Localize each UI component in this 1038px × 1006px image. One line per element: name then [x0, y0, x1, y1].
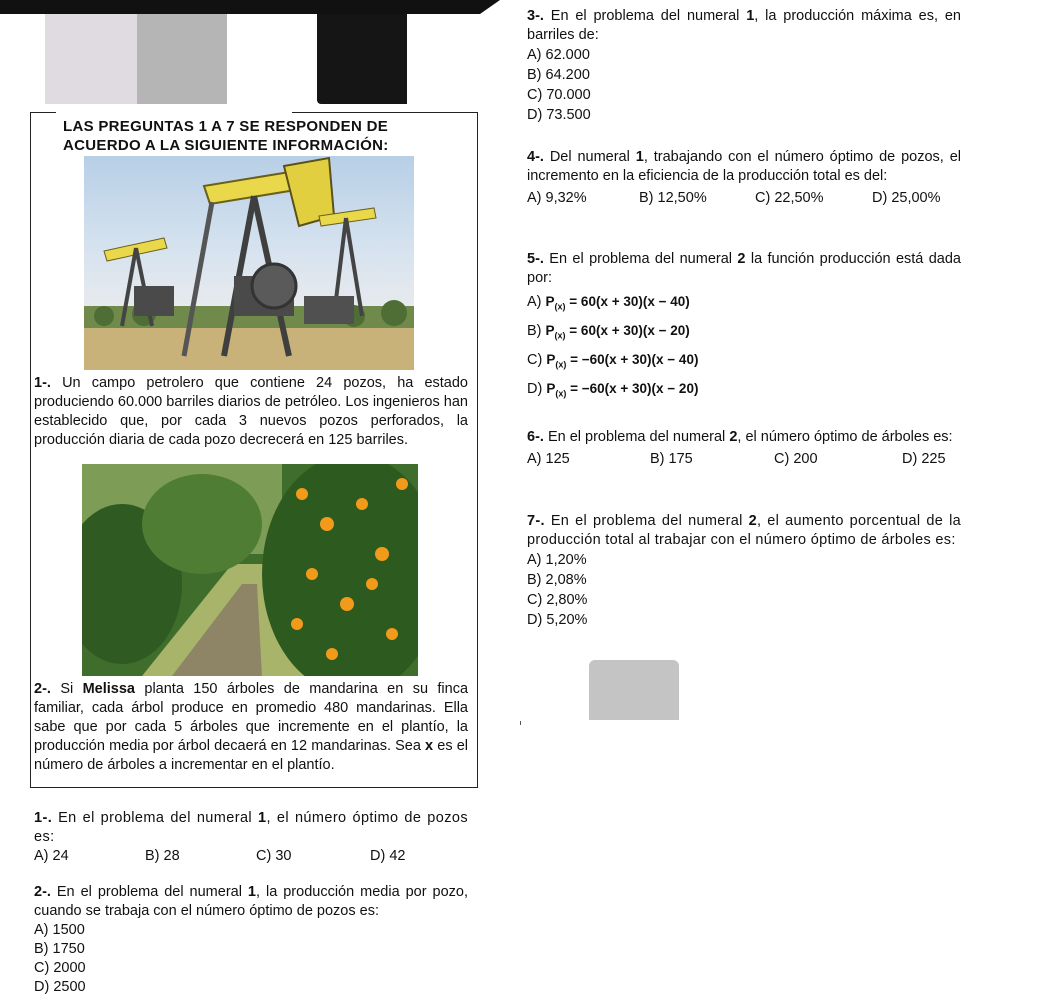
option-b[interactable]: B) 64.200: [527, 67, 590, 83]
option-a[interactable]: A) 1,20%: [527, 552, 587, 568]
question-4-ref: 1: [635, 149, 644, 165]
option-d[interactable]: D) 42: [370, 848, 406, 864]
question-1-text-before: En el problema del numeral: [52, 810, 259, 826]
decorative-block-dark: [317, 14, 407, 104]
question-6-text: [527, 428, 961, 447]
option-a[interactable]: A) 24: [34, 848, 69, 864]
problem2-variable: x: [425, 738, 434, 754]
oil-pumpjacks-illustration: [84, 156, 414, 370]
problem2-text-mid: planta 150 árboles de mandarina en su finca familiar, cada árbol produce en promedio 480 mandarinas. Ella sabe que por cada 5 árboles que incremente en el plantío, la producción media por árbol decaerá en 12 mandarinas. Sea: [34, 681, 469, 754]
option-b[interactable]: B) 2,08%: [527, 572, 587, 588]
option-d[interactable]: [527, 379, 961, 408]
question-6-text-after: , el número óptimo de árboles es:: [737, 429, 953, 445]
info-heading-line2: ACUERDO A LA SIGUIENTE INFORMACIÓN:: [63, 137, 389, 154]
option-d-label: D): [527, 381, 543, 397]
question-7-text-before: En el problema del numeral: [544, 513, 749, 529]
question-1-ref: 1: [258, 810, 267, 826]
question-1-options: [34, 847, 468, 866]
question-3-text-before: En el problema del numeral: [543, 8, 747, 24]
problem1-text: [34, 374, 468, 450]
option-a-formula: [545, 294, 690, 312]
option-d-formula: [546, 381, 699, 399]
option-a-label: A): [527, 294, 542, 310]
decorative-mark: [520, 721, 521, 725]
problem2-number: 2-.: [34, 681, 51, 697]
option-b[interactable]: [527, 321, 961, 350]
option-b[interactable]: B) 175: [650, 451, 693, 467]
option-a[interactable]: A) 9,32%: [527, 190, 587, 206]
question-2-text-after: , la producción media por pozo, cuando se trabaja con el número óptimo de pozos es:: [34, 884, 468, 919]
question-2-ref: 1: [247, 884, 256, 900]
option-c[interactable]: C) 30: [256, 848, 292, 864]
question-7-text: [527, 512, 961, 550]
option-a[interactable]: A) 62.000: [527, 47, 590, 63]
option-b-label: B): [527, 323, 542, 339]
info-box-top-border-left: [30, 112, 56, 113]
question-4: [527, 148, 961, 208]
option-b-sub: (x): [554, 330, 566, 341]
question-6-text-before: En el problema del numeral: [543, 429, 730, 445]
question-3-text-after: , la producción máxima es, en barriles de:: [527, 8, 961, 43]
option-a[interactable]: A) 125: [527, 451, 570, 467]
question-5-ref: 2: [737, 251, 746, 267]
question-7: [527, 512, 961, 630]
question-5-number: 5-.: [527, 251, 544, 267]
question-3-number: 3-.: [527, 8, 544, 24]
top-black-bar: [0, 0, 500, 14]
option-a-expr: = 60(x + 30)(x − 40): [565, 294, 690, 309]
option-d-expr: = −60(x + 30)(x − 20): [566, 381, 699, 396]
option-b[interactable]: B) 28: [145, 848, 180, 864]
decorative-block-light: [45, 14, 137, 104]
question-4-text-after: , trabajando con el número óptimo de pozos, el incremento en la eficiencia de la producción total es del:: [527, 149, 961, 184]
question-1: [34, 809, 468, 866]
question-2-number: 2-.: [34, 884, 51, 900]
option-d[interactable]: D) 25,00%: [872, 190, 941, 206]
question-4-options: [527, 189, 961, 208]
question-1-number: 1-.: [34, 810, 53, 826]
option-a-sub: (x): [554, 301, 566, 312]
question-5-text: [527, 250, 961, 288]
question-6: [527, 428, 961, 469]
question-2-text: [34, 883, 468, 921]
problem2-text: [34, 680, 468, 775]
problem2-text-before: Si: [60, 681, 83, 697]
option-c[interactable]: [527, 350, 961, 379]
option-d-sub: (x): [555, 388, 567, 399]
question-7-number: 7-.: [527, 513, 545, 529]
oil-field-photo: [84, 156, 414, 370]
problem1-number: 1-.: [34, 375, 51, 391]
question-1-text-after: , el número óptimo de pozos es:: [34, 810, 469, 845]
question-3: [527, 7, 961, 125]
info-box-top-border-right: [292, 112, 478, 113]
question-4-text-before: Del numeral: [543, 149, 636, 165]
question-5-text-after: la función producción está dada por:: [527, 251, 961, 286]
question-7-text-after: , el aumento porcentual de la producción total al trabajar con el número óptimo de árboles es:: [527, 513, 961, 548]
question-6-ref: 2: [729, 429, 738, 445]
option-a[interactable]: A) 1500: [34, 922, 85, 938]
question-3-text: [527, 7, 961, 45]
question-2: [34, 883, 468, 997]
decorative-block-gray: [137, 14, 227, 104]
question-6-number: 6-.: [527, 429, 544, 445]
question-4-text: [527, 148, 961, 186]
option-c-p: P: [546, 352, 556, 367]
option-c[interactable]: C) 70.000: [527, 87, 591, 103]
option-c[interactable]: C) 2000: [34, 960, 86, 976]
option-c[interactable]: C) 2,80%: [527, 592, 588, 608]
option-c[interactable]: C) 22,50%: [755, 190, 824, 206]
question-5: [527, 250, 961, 408]
option-d[interactable]: D) 225: [902, 451, 946, 467]
problem1-body: Un campo petrolero que contiene 24 pozos, ha estado produciendo 60.000 barriles diarios de petróleo. Los ingenieros han establecido que, por cada 3 nuevos pozos perforados, la producción diaria de cada pozo decrecerá en 125 barriles.: [34, 375, 468, 448]
option-b-p: P: [545, 323, 555, 338]
option-c[interactable]: C) 200: [774, 451, 818, 467]
option-b[interactable]: B) 1750: [34, 941, 85, 957]
option-d-p: P: [546, 381, 556, 396]
question-4-number: 4-.: [527, 149, 544, 165]
orange-trees-illustration: [82, 464, 418, 676]
problem2-name: Melissa: [82, 681, 135, 697]
question-7-ref: 2: [748, 513, 757, 529]
option-b-formula: [545, 323, 690, 341]
option-c-expr: = −60(x + 30)(x − 40): [566, 352, 699, 367]
question-5-text-before: En el problema del numeral: [543, 251, 738, 267]
question-6-options: [527, 450, 961, 469]
option-c-formula: [546, 352, 699, 370]
option-b[interactable]: B) 12,50%: [639, 190, 707, 206]
option-c-label: C): [527, 352, 543, 368]
info-heading-line1: LAS PREGUNTAS 1 A 7 SE RESPONDEN DE: [63, 118, 389, 135]
option-d[interactable]: D) 73.500: [527, 107, 591, 123]
option-d[interactable]: D) 5,20%: [527, 612, 588, 628]
option-a-p: P: [545, 294, 555, 309]
option-a[interactable]: [527, 292, 961, 321]
question-2-text-before: En el problema del numeral: [50, 884, 248, 900]
decorative-block-gray-right: [589, 660, 679, 720]
option-b-expr: = 60(x + 30)(x − 20): [565, 323, 690, 338]
question-3-ref: 1: [746, 8, 755, 24]
question-1-text: [34, 809, 468, 847]
option-d[interactable]: D) 2500: [34, 979, 86, 995]
orange-grove-photo: [82, 464, 418, 676]
problem2-text-after: es el número de árboles a incrementar en el plantío.: [34, 738, 468, 773]
option-c-sub: (x): [555, 359, 567, 370]
